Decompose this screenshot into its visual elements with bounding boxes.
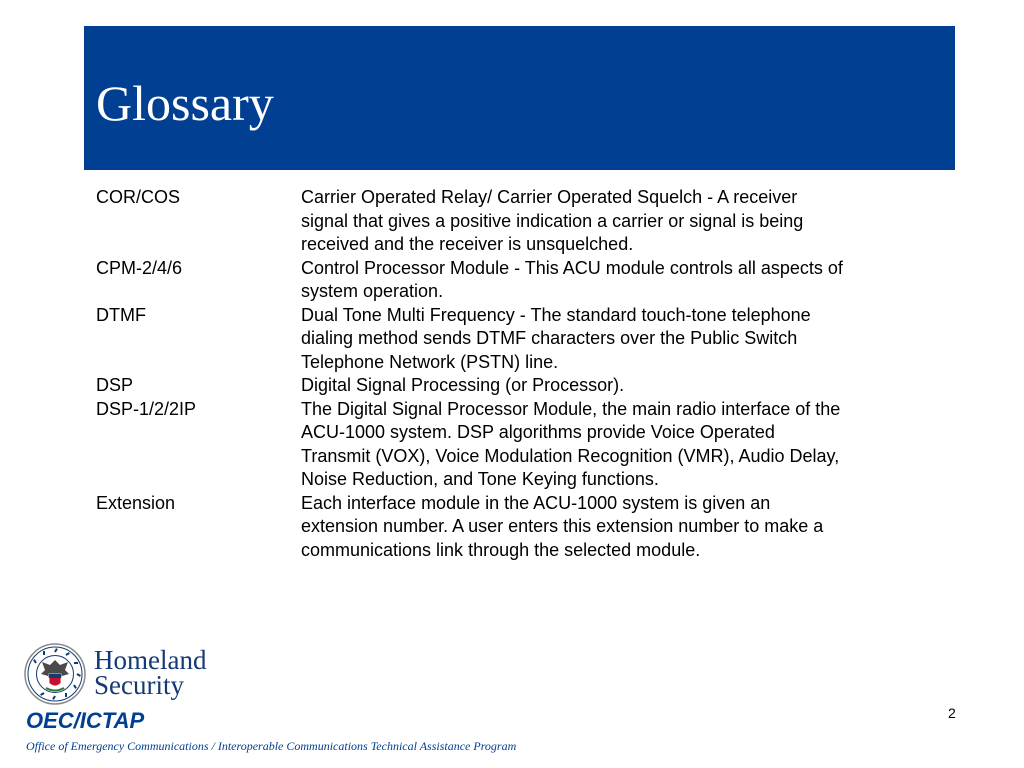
glossary-entry [96, 398, 916, 492]
program-acronym: OEC/ICTAP [26, 708, 145, 733]
glossary-term: COR/COS [96, 187, 181, 207]
glossary-definition: Control Processor Module - This ACU module controls all aspects of system operation. [301, 257, 843, 301]
glossary-entry [96, 492, 916, 563]
glossary-entry [96, 257, 916, 304]
program-full-name: Office of Emergency Communications / Interoperable Communications Technical Assistance Program [26, 739, 517, 753]
glossary-definition: Dual Tone Multi Frequency - The standard touch-tone telephone dialing method sends DTMF characters over the Public Switch Telephone Network (PSTN) line. [301, 304, 811, 372]
glossary-definition: Each interface module in the ACU-1000 system is given an extension number. A user enters this extension number to make a communications link through the selected module. [301, 492, 824, 560]
glossary-entry [96, 374, 916, 398]
page-number: 2 [948, 705, 956, 721]
slide-title: Glossary [96, 75, 274, 131]
glossary-entry [96, 186, 916, 257]
glossary-definition: Carrier Operated Relay/ Carrier Operated Squelch - A receiver signal that gives a positive indication a carrier or signal is being received and the receiver is unsquelched. [301, 187, 804, 254]
glossary-entry [96, 304, 916, 375]
dhs-seal-icon [24, 643, 86, 705]
agency-name: Homeland Security [94, 645, 207, 700]
glossary-term: DSP [96, 375, 134, 395]
title-bar [84, 26, 955, 170]
glossary-term: DTMF [96, 304, 146, 325]
glossary-term: DSP-1/2/2IP [96, 398, 197, 419]
glossary-term: CPM-2/4/6 [96, 257, 183, 278]
glossary-definition: Digital Signal Processing (or Processor). [301, 375, 625, 395]
glossary-list [96, 186, 916, 562]
glossary-definition: The Digital Signal Processor Module, the main radio interface of the ACU-1000 system. DSP algorithms provide Voice Operated Transmit (VOX), Voice Modulation Recognition (VMR), Audio Delay, Noise Reduction, and Tone Keying functions. [301, 398, 841, 489]
glossary-term: Extension [96, 492, 176, 513]
